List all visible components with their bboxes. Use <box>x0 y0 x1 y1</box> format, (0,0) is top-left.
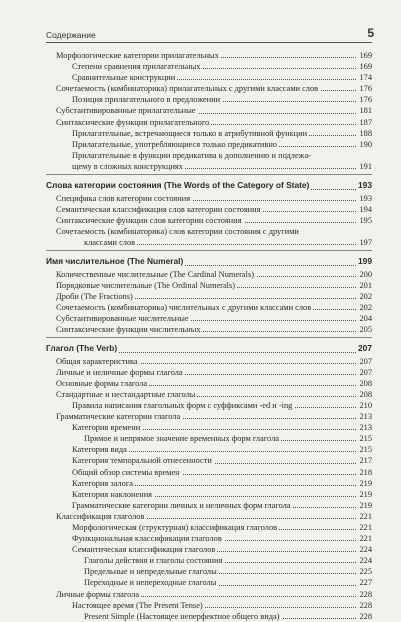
toc-entry-title: Степени сравнения прилагательных <box>72 62 201 72</box>
toc-entry-page: 224 <box>359 556 372 566</box>
toc-entry[interactable] <box>46 94 372 105</box>
toc-entry[interactable] <box>46 478 372 489</box>
toc-entry-page: 202 <box>359 291 372 301</box>
toc-entry[interactable] <box>46 50 372 61</box>
toc-entry-title: Категория времени <box>72 423 141 433</box>
toc-entry-title: Классификация глаголов <box>56 511 145 521</box>
toc-entry-page: 197 <box>359 237 372 247</box>
toc-entry-page: 204 <box>359 313 372 323</box>
toc-entry-page: 181 <box>359 106 372 116</box>
toc-entry[interactable] <box>46 204 372 215</box>
toc-entry[interactable] <box>46 291 372 302</box>
toc-entry-page: 221 <box>359 534 372 544</box>
toc-entry-title: Глаголы действия и глаголы состояния <box>84 556 223 566</box>
toc-entry-page: 169 <box>359 51 372 60</box>
toc-entry-page: 217 <box>359 456 372 466</box>
toc-entry[interactable] <box>46 128 372 139</box>
toc-entry-title: Субстантивированные прилагательные <box>56 106 196 116</box>
toc-entry-title: Категория наклонения <box>72 489 153 499</box>
toc-entry[interactable] <box>46 533 372 544</box>
toc-entry[interactable] <box>46 422 372 433</box>
toc-entry-title: Грамматические категории глагола <box>56 412 181 422</box>
toc-entry-title: Сочетаемость (комбинаторика) числительных с другими классами слов <box>56 302 312 312</box>
toc-entry-title: Морфологическая (структурная) классификация глаголов <box>72 522 278 532</box>
toc-entry-page: 176 <box>359 84 372 94</box>
section-divider <box>46 172 372 176</box>
toc-entry[interactable] <box>46 566 372 577</box>
toc-entry-title: Правила написания глагольных форм с суффиксами -ed и -ing <box>72 400 293 410</box>
toc-entry-page: 215 <box>359 434 372 444</box>
toc-entry-title: Основные формы глагола <box>56 378 148 388</box>
toc-entry-page: 221 <box>359 511 372 521</box>
toc-section-heading[interactable] <box>46 256 372 269</box>
toc-entry[interactable] <box>46 511 372 522</box>
toc-entry-title: Сравнительные конструкции <box>72 73 176 83</box>
toc-entry-page: 225 <box>359 567 372 577</box>
toc-entry[interactable] <box>46 302 372 313</box>
toc-entry-page: 200 <box>359 269 372 279</box>
toc-entry[interactable] <box>46 522 372 533</box>
toc-entry-page: 218 <box>359 467 372 477</box>
toc-entry-page: 228 <box>359 600 372 610</box>
toc-entry[interactable] <box>46 489 372 500</box>
toc-entry[interactable] <box>46 611 372 622</box>
toc-entry-page: 195 <box>359 215 372 225</box>
toc-entry[interactable] <box>46 324 372 335</box>
toc-entry[interactable] <box>46 117 372 128</box>
toc-entry-title: Синтаксические функции слов категории состояния <box>56 215 242 225</box>
toc-entry-page: 193 <box>359 193 372 203</box>
toc-entry[interactable] <box>46 356 372 367</box>
toc-entry-page: 221 <box>359 522 372 532</box>
toc-entry-page: 219 <box>359 500 372 510</box>
toc-entry-title: Субстантивированные числительные <box>56 313 189 323</box>
toc-entry-title: Порядковые числительные (The Ordinal Numerals) <box>56 280 236 290</box>
toc-entry-page: 210 <box>359 400 372 410</box>
toc-entry[interactable] <box>46 150 372 161</box>
toc-entry-page: 207 <box>359 356 372 366</box>
toc-entry-title: Синтаксические функции числительных <box>56 324 201 334</box>
toc-entry-page: 199 <box>358 256 372 266</box>
toc-entry-title: Прилагательные, встречающиеся только в атрибутивной функции <box>72 128 308 138</box>
toc-entry-page: 213 <box>359 412 372 422</box>
toc-entry[interactable] <box>46 589 372 600</box>
toc-entry-title: Present Simple (Настоящее неперфектное общего вида) <box>84 611 280 621</box>
toc-entry-title: Настоящее время (The Present Tense) <box>72 600 203 610</box>
toc-entry-page: 193 <box>358 180 372 191</box>
toc-entry-page: 187 <box>359 117 372 127</box>
toc-entry-title: Количественные числительные (The Cardinal Numerals) <box>56 269 254 279</box>
toc-entry-title: Слова категории состояния (The Words of the Category of State) <box>46 180 310 191</box>
toc-entry-page: 207 <box>358 343 372 354</box>
toc-entry-page: 224 <box>359 545 372 555</box>
toc-entry[interactable] <box>46 105 372 116</box>
toc-entry[interactable] <box>46 544 372 555</box>
toc-entry-page: 176 <box>359 95 372 105</box>
toc-entry[interactable] <box>46 467 372 478</box>
toc-entry-title: Личные формы глагола <box>56 589 140 599</box>
toc-entry[interactable] <box>46 411 372 422</box>
toc-entry-page: 219 <box>359 489 372 499</box>
toc-entry[interactable] <box>46 600 372 611</box>
toc-entry-title: Категория темпоральной отнесенности <box>72 456 212 466</box>
toc-entry[interactable] <box>46 378 372 389</box>
toc-entry-page: 191 <box>359 161 372 171</box>
toc-entry-title: Общая характеристика <box>56 356 138 366</box>
toc-entry[interactable] <box>46 555 372 566</box>
page-number: 5 <box>367 26 374 40</box>
toc-entry-page: 202 <box>359 302 372 312</box>
toc-entry-page: 219 <box>359 478 372 488</box>
toc-entry-title: Предельные и непредельные глаголы <box>84 567 217 577</box>
toc-entry-title: Прилагательные, употребляющиеся только предикативно <box>72 139 277 149</box>
toc-section-heading[interactable] <box>46 180 372 193</box>
toc-entry[interactable] <box>46 215 372 226</box>
toc-entry[interactable] <box>46 83 372 94</box>
toc-entry[interactable] <box>46 193 372 204</box>
toc-entry-title: Функциональная классификация глаголов <box>72 534 222 544</box>
toc-entry[interactable] <box>46 500 372 511</box>
toc-entry[interactable] <box>46 269 372 280</box>
toc-entry-title: Семантическая классификация слов категории состояния <box>56 204 261 214</box>
toc-entry-title: Глагол (The Verb) <box>46 343 118 354</box>
toc-entry-title: щему в сложных конструкциях <box>72 161 183 171</box>
toc-entry-title: Синтаксические функции прилагательного <box>56 117 210 127</box>
toc-entry-page: 208 <box>359 378 372 388</box>
toc-entry-page: 208 <box>359 389 372 399</box>
toc-entry[interactable] <box>46 389 372 400</box>
toc-entry[interactable] <box>46 455 372 466</box>
toc-entry[interactable] <box>46 72 372 83</box>
header-rule <box>46 42 372 43</box>
toc-entry[interactable] <box>46 226 372 237</box>
toc-entry[interactable] <box>46 139 372 150</box>
toc-entry-page: 227 <box>359 578 372 588</box>
toc-entry-title: Общий обзор системы времен <box>72 467 180 477</box>
toc-entry-title: Грамматические категории личных и неличных форм глагола <box>72 500 291 510</box>
toc-entry[interactable] <box>46 237 372 248</box>
toc-entry-page: 169 <box>359 62 372 72</box>
toc-entry[interactable] <box>46 61 372 72</box>
toc-entry-page: 190 <box>359 139 372 149</box>
toc-entry-title: Морфологические категории прилагательных <box>56 51 219 60</box>
toc-entry-page: 213 <box>359 423 372 433</box>
toc-entry-page: 228 <box>359 611 372 621</box>
toc-entry-title: Категория вида <box>72 445 127 455</box>
toc-entry-title: Стандартные и нестандартные глаголы <box>56 389 196 399</box>
toc-entry-title: классами слов <box>84 237 136 247</box>
toc-entry[interactable] <box>46 280 372 291</box>
toc-entry-title: Прилагательные в функции предикатива к дополнению и подлежа- <box>72 150 311 160</box>
toc-entry[interactable] <box>46 444 372 455</box>
toc-entry[interactable] <box>46 433 372 444</box>
toc-entry-title: Сочетаемость (комбинаторика) слов категории состояния с другими <box>56 226 299 236</box>
toc-entry[interactable] <box>46 313 372 324</box>
toc-entry-title: Личные и неличные формы глагола <box>56 367 183 377</box>
toc-entry-page: 194 <box>359 204 372 214</box>
toc-entry[interactable] <box>46 161 372 172</box>
toc-entry-title: Семантическая классификация глаголов <box>72 545 216 555</box>
toc-entry-title: Прямое и непрямое значение временных форм глагола <box>84 434 279 444</box>
section-divider <box>46 248 372 252</box>
toc-entry-page: 207 <box>359 367 372 377</box>
toc-entry-title: Позиция прилагательного в предложении <box>72 95 221 105</box>
toc-entry-page: 174 <box>359 73 372 83</box>
toc-entry-page: 188 <box>359 128 372 138</box>
toc-entry-page: 201 <box>359 280 372 290</box>
toc-entry[interactable] <box>46 400 372 411</box>
toc-entry-title: Переходные и непереходные глаголы <box>84 578 217 588</box>
toc-entry-title: Имя числительное (The Numeral) <box>46 256 184 266</box>
toc-entry[interactable] <box>46 577 372 588</box>
section-divider <box>46 335 372 339</box>
running-header <box>46 26 374 40</box>
toc-entry-page: 215 <box>359 445 372 455</box>
toc-entry-title: Категория залога <box>72 478 134 488</box>
table-of-contents <box>46 50 372 622</box>
running-header-title: Содержание <box>46 30 96 40</box>
toc-entry-title: Сочетаемость (комбинаторика) прилагательных с другими классами слов <box>56 84 319 94</box>
toc-entry-page: 205 <box>359 324 372 334</box>
toc-section-heading[interactable] <box>46 343 372 356</box>
toc-entry-page: 228 <box>359 589 372 599</box>
toc-entry-title: Специфика слов категории состояния <box>56 193 191 203</box>
toc-entry[interactable] <box>46 367 372 378</box>
toc-entry-title: Дроби (The Fractions) <box>56 291 133 301</box>
